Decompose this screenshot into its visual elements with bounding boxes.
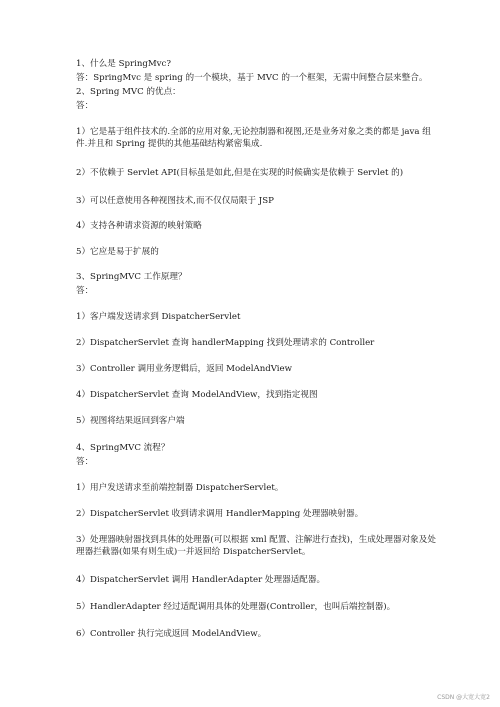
q4-point-2: 2）DispatcherServlet 收到请求调用 HandlerMapping 处理器映射器。 (76, 509, 364, 519)
q4-point-4: 4）DispatcherServlet 调用 HandlerAdapter 处理器适配器。 (76, 575, 326, 585)
q1-heading: 1、什么是 SpringMvc? (76, 59, 171, 69)
q2-point-3: 3）可以任意使用各种视图技术,而不仅仅局限于 JSP (76, 196, 274, 206)
q2-heading: 2、Spring MVC 的优点： (76, 87, 181, 97)
q3-point-3: 3）Controller 调用业务逻辑后，返回 ModelAndView (76, 364, 292, 374)
watermark: CSDN @大宽大宽2 (437, 694, 490, 701)
q4-heading: 4、SpringMVC 流程？ (76, 443, 170, 453)
q4-point-5: 5）HandlerAdapter 经过适配调用具体的处理器(Controller，也叫后端控制器)。 (76, 602, 396, 612)
q2-point-5: 5）它应是易于扩展的 (76, 247, 159, 257)
q2-point-4: 4）支持各种请求资源的映射策略 (76, 221, 202, 231)
q2-point-2: 2）不依赖于 Servlet API(目标虽是如此,但是在实现的时候确实是依赖于 Servlet 的) (76, 168, 404, 178)
q4-point-1: 1）用户发送请求至前端控制器 DispatcherServlet。 (76, 483, 284, 493)
q4-point-3: 3）处理器映射器找到具体的处理器(可以根据 xml 配置、注解进行查找)，生成处理器对象及处理器拦截器(如果有则生成)一并返回给 DispatcherServlet。 (76, 535, 436, 557)
q3-point-1: 1）客户端发送请求到 DispatcherServlet (76, 312, 241, 322)
q3-heading: 3、SpringMVC 工作原理？ (76, 272, 187, 282)
q4-point-6: 6）Controller 执行完成返回 ModelAndView。 (76, 629, 267, 639)
q3-point-5: 5）视图将结果返回到客户端 (76, 416, 185, 426)
q3-answer-label: 答： (76, 286, 94, 296)
q4-answer-label: 答： (76, 457, 94, 467)
q2-answer-label: 答： (76, 101, 94, 111)
q2-point-1: 1）它是基于组件技术的.全部的应用对象,无论控制器和视图,还是业务对象之类的都是 java 组件.并且和 Spring 提供的其他基础结构紧密集成. (76, 127, 431, 149)
q3-point-4: 4）DispatcherServlet 查询 ModelAndView，找到指定视图 (76, 390, 318, 400)
q3-point-2: 2）DispatcherServlet 查询 handlerMapping 找到处理请求的 Controller (76, 338, 375, 348)
q1-answer: 答：SpringMvc 是 spring 的一个模块，基于 MVC 的一个框架，无需中间整合层来整合。 (76, 73, 428, 83)
